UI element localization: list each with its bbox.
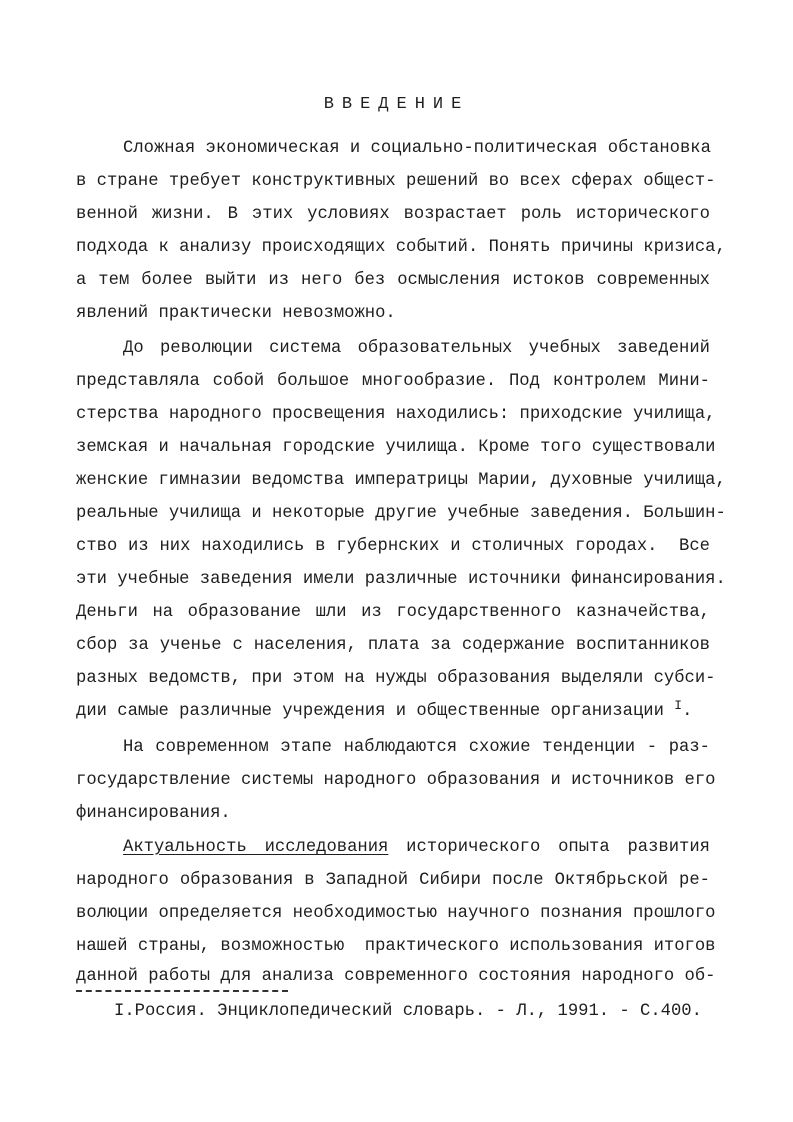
paragraph-4-line: волюции определяется необходимостью научного познания прошлого (76, 904, 716, 923)
paragraph-2-line-text: дии самые различные учреждения и общественные организации (76, 702, 664, 721)
paragraph-2-line: сбор за ученье с населения, плата за содержание воспитанников (76, 636, 710, 655)
paragraph-3-line: государствление системы народного образования и источников его (76, 771, 716, 790)
footnote-reference: I (674, 698, 683, 713)
paragraph-2-last-line (76, 698, 693, 722)
paragraph-2-line: Деньги на образование шли из государственного казначейства, (76, 603, 710, 622)
footnote-text: I.Россия. Энциклопедический словарь. - Л., 1991. - С.400. (114, 1002, 702, 1021)
paragraph-1-line: а тем более выйти из него без осмысления истоков современных (76, 271, 710, 290)
paragraph-3-line: финансирования. (76, 804, 231, 823)
paragraph-2-line: До революции система образовательных учебных заведений (123, 339, 710, 358)
emphasis-relevance: Актуальность исследования (123, 838, 389, 857)
paragraph-1-line: подхода к анализу происходящих событий. Понять причины кризиса, (76, 238, 726, 257)
paragraph-1-line: Сложная экономическая и социально-политическая обстановка (123, 139, 711, 158)
paragraph-2-line: разных ведомств, при этом на нужды образования выделяли субси- (76, 669, 716, 688)
paragraph-2-line: стерства народного просвещения находились: приходские училища, (76, 405, 716, 424)
paragraph-4-first-line (123, 838, 710, 858)
page-title: ВВЕДЕНИЕ (323, 95, 470, 114)
paragraph-2-line: представляла собой большое многообразие. Под контролем Мини- (76, 372, 710, 391)
paragraph-2-line: женские гимназии ведомства императрицы Марии, духовные училища, (76, 471, 726, 490)
paragraph-4-line-rest: исторического опыта развития (388, 838, 710, 857)
paragraph-1-line: явлений практически невозможно. (76, 304, 396, 323)
paragraph-2-line: земская и начальная городские училища. Кроме того существовали (76, 438, 716, 457)
paragraph-2-line: эти учебные заведения имели различные источники финансирования. (76, 570, 726, 589)
paragraph-2-line-end: . (682, 702, 693, 721)
paragraph-1-line: в стране требует конструктивных решений во всех сферах общест- (76, 172, 716, 191)
paragraph-4-line: нашей страны, возможностью практического использования итогов (76, 937, 716, 956)
paragraph-2-line: ство из них находились в губернских и столичных городах. Все (76, 537, 710, 556)
footnote-separator (76, 990, 288, 992)
paragraph-2-line: реальные училища и некоторые другие учебные заведения. Большин- (76, 504, 726, 523)
paragraph-3-line: На современном этапе наблюдаются схожие тенденции - раз- (123, 738, 710, 757)
paragraph-1-line: венной жизни. В этих условиях возрастает роль исторического (76, 205, 710, 224)
paragraph-4-line: данной работы для анализа современного состояния народного об- (76, 967, 716, 986)
paragraph-4-line: народного образования в Западной Сибири после Октябрьской ре- (76, 871, 710, 890)
